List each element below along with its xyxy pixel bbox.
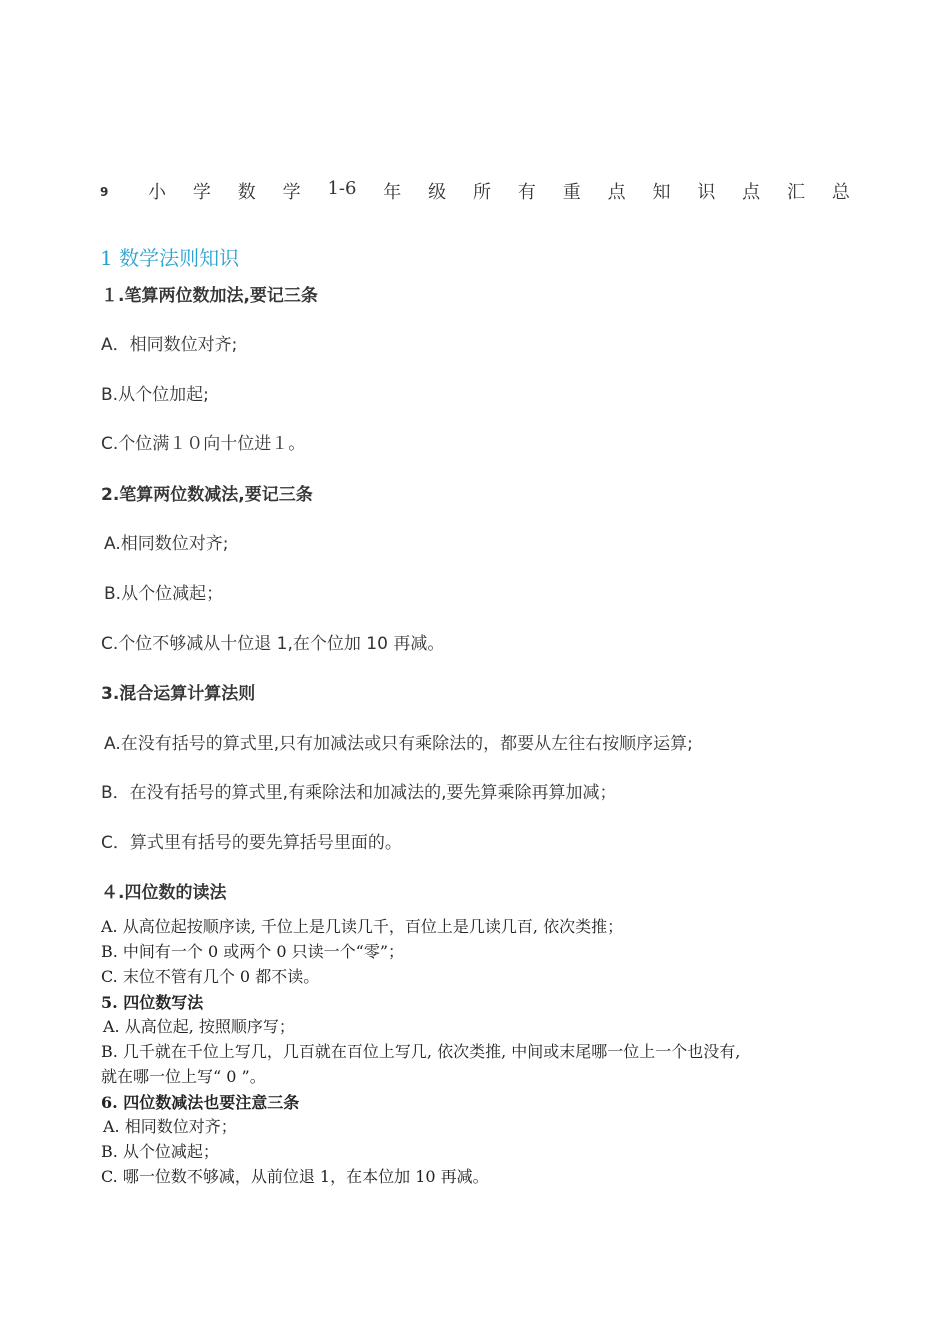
title-char: 数 <box>237 182 256 203</box>
rule3-item-a: A.在没有括号的算式里,只有加减法或只有乘除法的，都要从左往右按顺序运算; <box>104 734 693 754</box>
title-char: 点 <box>607 182 626 203</box>
rule2-item-b: B.从个位减起； <box>104 584 224 604</box>
title-char: 知 <box>652 182 671 203</box>
rule3-item-b: B．在没有括号的算式里,有乘除法和加减法的,要先算乘除再算加减； <box>101 783 617 803</box>
title-char: 识 <box>697 182 716 203</box>
rule6-item-c: C. 哪一位数不够减，从前位退 1，在本位加 10 再减。 <box>101 1167 489 1186</box>
title-char: 学 <box>192 182 211 203</box>
rule6-heading: 6. 四位数减法也要注意三条 <box>101 1093 300 1112</box>
title-char: 级 <box>428 182 447 203</box>
title-char: 重 <box>562 182 581 203</box>
document-title <box>148 178 850 204</box>
rule2-item-c: C.个位不够减从十位退 1,在个位加 10 再减。 <box>101 634 445 654</box>
title-char: 1-6 <box>327 178 357 199</box>
rule1-heading: １.笔算两位数加法,要记三条 <box>101 286 318 306</box>
title-char: 总 <box>831 182 850 203</box>
rule4-item-a: A. 从高位起按顺序读, 千位上是几读几千，百位上是几读几百, 依次类推； <box>101 917 624 936</box>
title-char: 有 <box>517 182 536 203</box>
rule4-item-c: C. 末位不管有几个 0 都不读。 <box>101 967 320 986</box>
page-number: 9 <box>100 185 109 199</box>
rule2-heading: 2.笔算两位数减法,要记三条 <box>101 485 313 505</box>
rule6-item-b: B. 从个位减起； <box>101 1142 219 1161</box>
rule4-heading: ４.四位数的读法 <box>101 883 227 903</box>
rule1-item-a: A．相同数位对齐; <box>101 335 238 355</box>
rule5-heading: 5. 四位数写法 <box>101 993 204 1012</box>
title-char: 点 <box>742 182 761 203</box>
section-title: 1 数学法则知识 <box>100 246 240 270</box>
rule3-item-c: C．算式里有括号的要先算括号里面的。 <box>101 833 402 853</box>
rule5-item-b: B. 几千就在千位上写几，几百就在百位上写几, 依次类推, 中间或末尾哪一位上一个也没有, <box>101 1042 741 1061</box>
rule5-item-a: A. 从高位起, 按照顺序写； <box>103 1017 295 1036</box>
rule4-item-b: B. 中间有一个 0 或两个 0 只读一个“零”； <box>101 942 404 961</box>
title-char: 学 <box>282 182 301 203</box>
rule1-item-c: C.个位满１０向十位进１。 <box>101 434 306 454</box>
title-char: 汇 <box>787 182 806 203</box>
title-char: 所 <box>473 182 492 203</box>
rule6-item-a: A. 相同数位对齐； <box>103 1117 237 1136</box>
rule3-heading: 3.混合运算计算法则 <box>101 684 256 704</box>
title-char: 年 <box>383 182 402 203</box>
rule2-item-a: A.相同数位对齐; <box>104 534 229 554</box>
rule1-item-b: B.从个位加起; <box>101 385 209 405</box>
rule5-item-b-cont: 就在哪一位上写“ 0 ”。 <box>101 1067 266 1086</box>
title-char: 小 <box>148 182 166 203</box>
